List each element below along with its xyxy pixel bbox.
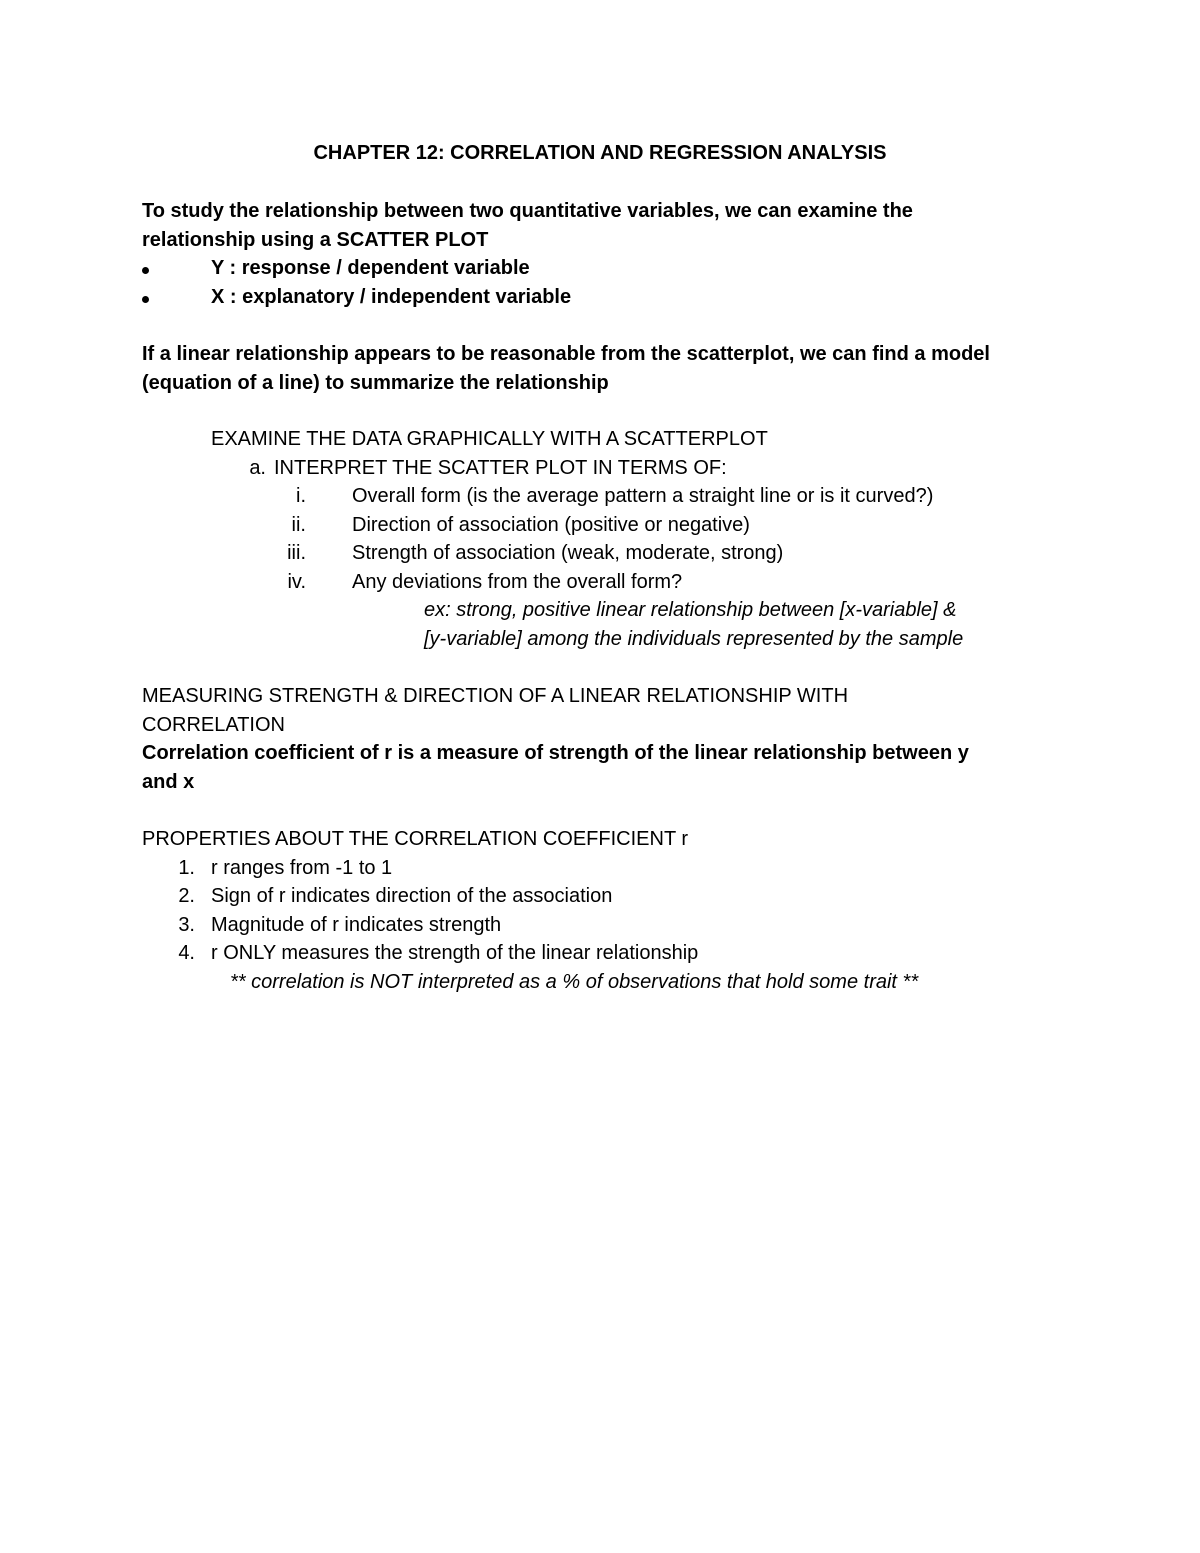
bullet-dot-icon — [142, 296, 149, 303]
examine-heading: EXAMINE THE DATA GRAPHICALLY WITH A SCATTERPLOT — [211, 428, 768, 450]
measuring-section — [142, 682, 1072, 796]
item-marker: 1. — [178, 856, 195, 879]
item-text: Strength of association (weak, moderate, strong) — [352, 542, 784, 564]
example-line-2: [y-variable] among the individuals represented by the sample — [424, 627, 964, 650]
intro-section — [142, 197, 1072, 311]
item-marker: 3. — [178, 913, 195, 936]
measuring-bold-line-2: and x — [142, 770, 195, 793]
bullet-gutter — [142, 283, 176, 312]
example-line-1: ex: strong, positive linear relationship between [x-variable] & — [424, 599, 957, 621]
item-text: Any deviations from the overall form? — [352, 570, 683, 593]
bullet-item-y — [142, 254, 1072, 283]
properties-note: ** correlation is NOT interpreted as a % of observations that hold some trait ** — [230, 970, 919, 993]
linear-model-section — [142, 340, 1072, 397]
item-marker: iv. — [287, 570, 306, 593]
intro-line-1: To study the relationship between two quantitative variables, we can examine the — [142, 200, 913, 222]
item-marker: 4. — [178, 942, 195, 964]
examine-item-1 — [211, 482, 1071, 511]
linear-model-line-1: If a linear relationship appears to be reasonable from the scatterplot, we can find a model — [142, 343, 990, 365]
item-marker: ii. — [291, 513, 306, 536]
properties-heading: PROPERTIES ABOUT THE CORRELATION COEFFICIENT r — [142, 828, 689, 850]
item-text: Sign of r indicates direction of the association — [211, 885, 613, 907]
bullet-text: X : explanatory / independent variable — [211, 285, 572, 308]
sub-marker: a. — [249, 456, 266, 479]
examine-item-2 — [211, 511, 1071, 540]
item-marker: i. — [296, 485, 306, 507]
page-title: CHAPTER 12: CORRELATION AND REGRESSION ANALYSIS — [313, 142, 887, 164]
measuring-heading-line-1: MEASURING STRENGTH & DIRECTION OF A LINEAR RELATIONSHIP WITH — [142, 685, 849, 707]
linear-model-line-2: (equation of a line) to summarize the relationship — [142, 371, 609, 394]
bullet-dot-icon — [142, 267, 149, 274]
properties-item-3 — [142, 911, 1072, 940]
bullet-text: Y : response / dependent variable — [211, 257, 530, 279]
item-text: r ranges from -1 to 1 — [211, 856, 393, 879]
measuring-bold-line-1: Correlation coefficient of r is a measure of strength of the linear relationship between y — [142, 742, 969, 764]
item-marker: iii. — [287, 542, 306, 564]
sub-text: INTERPRET THE SCATTER PLOT IN TERMS OF: — [274, 456, 727, 479]
item-text: Magnitude of r indicates strength — [211, 913, 502, 936]
examine-section — [211, 425, 1071, 653]
properties-item-2 — [142, 882, 1072, 911]
item-marker: 2. — [178, 885, 195, 907]
properties-item-1 — [142, 854, 1072, 883]
examine-sub-item — [211, 454, 1071, 483]
item-text: r ONLY measures the strength of the linear relationship — [211, 942, 699, 964]
bullet-gutter — [142, 254, 176, 283]
examine-item-3 — [211, 539, 1071, 568]
intro-line-2: relationship using a SCATTER PLOT — [142, 228, 489, 251]
properties-section — [142, 825, 1072, 996]
examine-item-4 — [211, 568, 1071, 597]
bullet-item-x — [142, 283, 1072, 312]
properties-item-4 — [142, 939, 1072, 968]
item-text: Overall form (is the average pattern a straight line or is it curved?) — [352, 485, 934, 507]
measuring-heading-line-2: CORRELATION — [142, 713, 285, 736]
item-text: Direction of association (positive or negative) — [352, 513, 750, 536]
